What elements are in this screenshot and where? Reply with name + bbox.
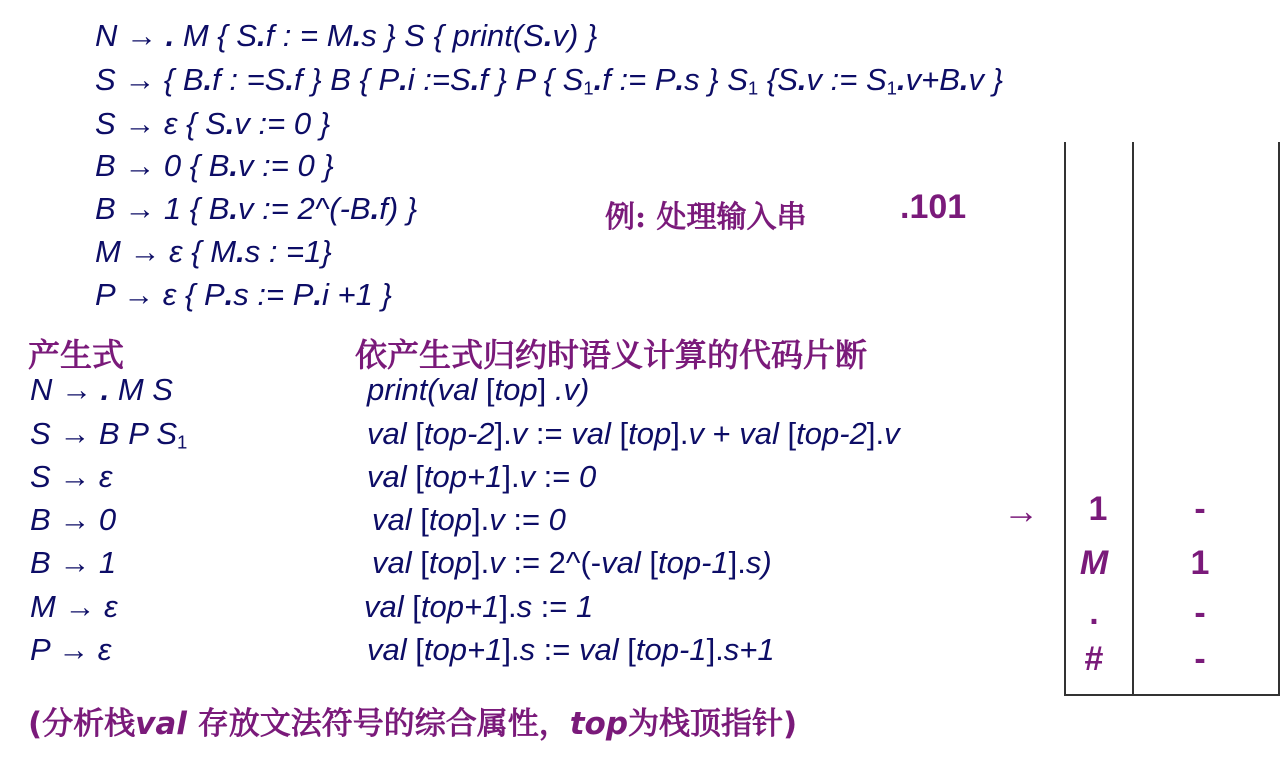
grammar-rule-6: M → ε { M.s : =1} bbox=[95, 234, 332, 269]
grammar-rule-2: S → { B.f : =S.f } B { P.i :=S.f } P { $S_1.f$ := P.s } $S_1$ {S.v := $S_1.v+B.v$ } bbox=[95, 62, 1003, 99]
prod-row: B → 1 bbox=[30, 545, 117, 580]
grammar-rule-3: S → ε { S.v := 0 } bbox=[95, 106, 331, 141]
stack-symbol: # bbox=[1084, 640, 1104, 678]
prod-row: M → ε bbox=[30, 589, 118, 624]
stack-value: - bbox=[1194, 640, 1206, 678]
stack-divider bbox=[1132, 142, 1134, 696]
stack-note: (分析栈val 存放文法符号的综合属性，top为栈顶指针) bbox=[28, 706, 798, 742]
top-pointer-arrow-icon: → bbox=[1003, 490, 1039, 531]
prod-row: P → ε bbox=[30, 632, 112, 667]
code-row: val [top].v := 2^(-val [top-1].s) bbox=[372, 545, 772, 580]
stack-value: - bbox=[1194, 490, 1206, 528]
prod-row: S → ε bbox=[30, 459, 113, 494]
stack-value: - bbox=[1194, 594, 1206, 632]
stack-symbol: M bbox=[1079, 544, 1109, 582]
code-row: val [top+1].v := 0 bbox=[367, 459, 597, 494]
code-row: val [top+1].s := 1 bbox=[364, 589, 594, 624]
stack-symbol: . bbox=[1089, 594, 1099, 632]
prod-row: S → B P $S_1$ bbox=[30, 416, 188, 453]
grammar-rule-1: N → . M { S.f : = M.s } S { print(S.v) } bbox=[95, 18, 598, 53]
stack-bottom-border bbox=[1064, 694, 1280, 696]
header-production: 产生式 bbox=[28, 336, 125, 374]
example-label: 例: 处理输入串 bbox=[605, 200, 807, 235]
code-row: val [top+1].s := val [top-1].s+1 bbox=[367, 632, 775, 667]
code-row: print(val [top] .v) bbox=[367, 372, 590, 407]
prod-row: B → 0 bbox=[30, 502, 117, 537]
stack-right-border bbox=[1278, 142, 1280, 696]
grammar-rule-4: B → 0 { B.v := 0 } bbox=[95, 148, 334, 183]
stack-symbol: 1 bbox=[1088, 490, 1108, 528]
prod-row: N → . M S bbox=[30, 372, 173, 407]
header-code: 依产生式归约时语义计算的代码片断 bbox=[355, 336, 868, 374]
stack-value: 1 bbox=[1190, 544, 1210, 582]
grammar-rule-7: P → ε { P.s := P.i +1 } bbox=[95, 277, 392, 312]
code-row: val [top].v := 0 bbox=[372, 502, 566, 537]
example-input: .101 bbox=[900, 188, 967, 226]
grammar-rule-5: B → 1 { B.v := 2^(-B.f) } bbox=[95, 191, 418, 226]
code-row: val [top-2].v := val [top].v + val [top-2].v bbox=[367, 416, 900, 451]
